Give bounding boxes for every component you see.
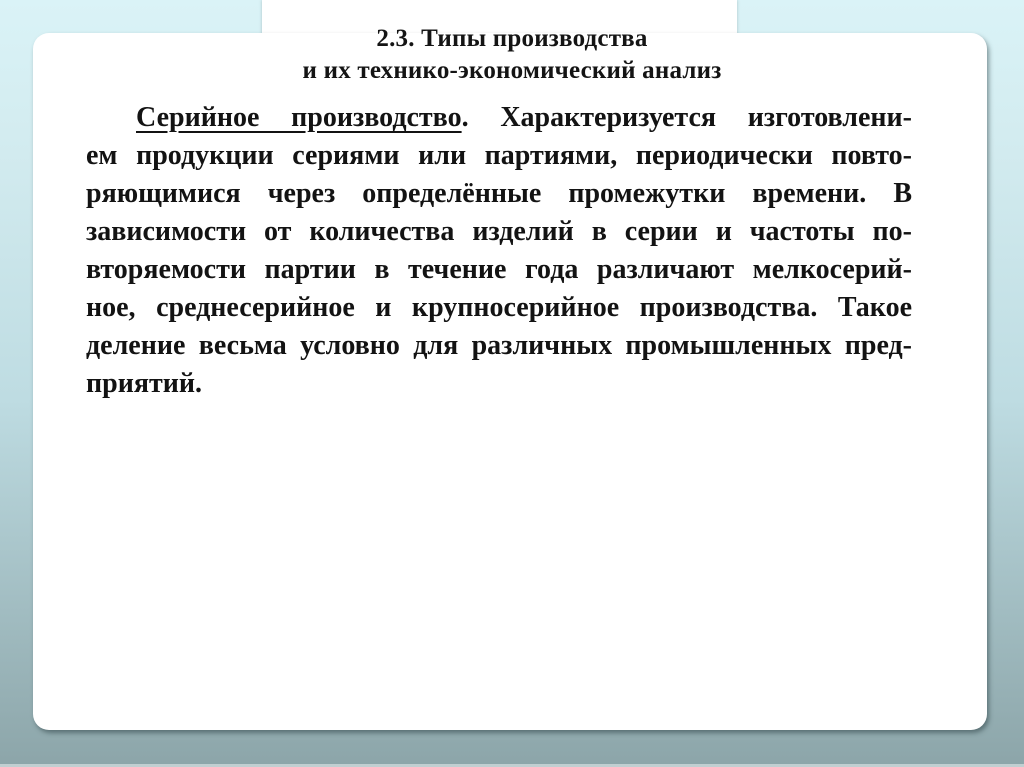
body-line: деление весьма условно для различных промышленных пред- <box>86 330 912 361</box>
body-line-last: приятий. <box>86 368 203 399</box>
body-line: вторяемости партии в течение года различают мелкосерий- <box>86 254 912 285</box>
body-line: ное, среднесерийное и крупносерийное производства. Такое <box>86 292 912 323</box>
lead-line-rest: . Характеризуется изготовлени- <box>461 102 912 133</box>
body-line: зависимости от количества изделий в серии и частоты по- <box>86 216 912 247</box>
slide-title-line-2: и их технико-экономический анализ <box>302 57 722 84</box>
body-lead-line <box>86 99 912 137</box>
body-line: ряющимися через определённые промежутки времени. В <box>86 178 912 209</box>
slide-title <box>0 23 1024 87</box>
lead-term-underlined: Серийное производство <box>136 102 462 133</box>
body-paragraph <box>86 99 912 403</box>
body-line: ем продукции сериями или партиями, периодически повто- <box>86 140 912 171</box>
slide-title-line-1: 2.3. Типы производства <box>376 25 648 52</box>
